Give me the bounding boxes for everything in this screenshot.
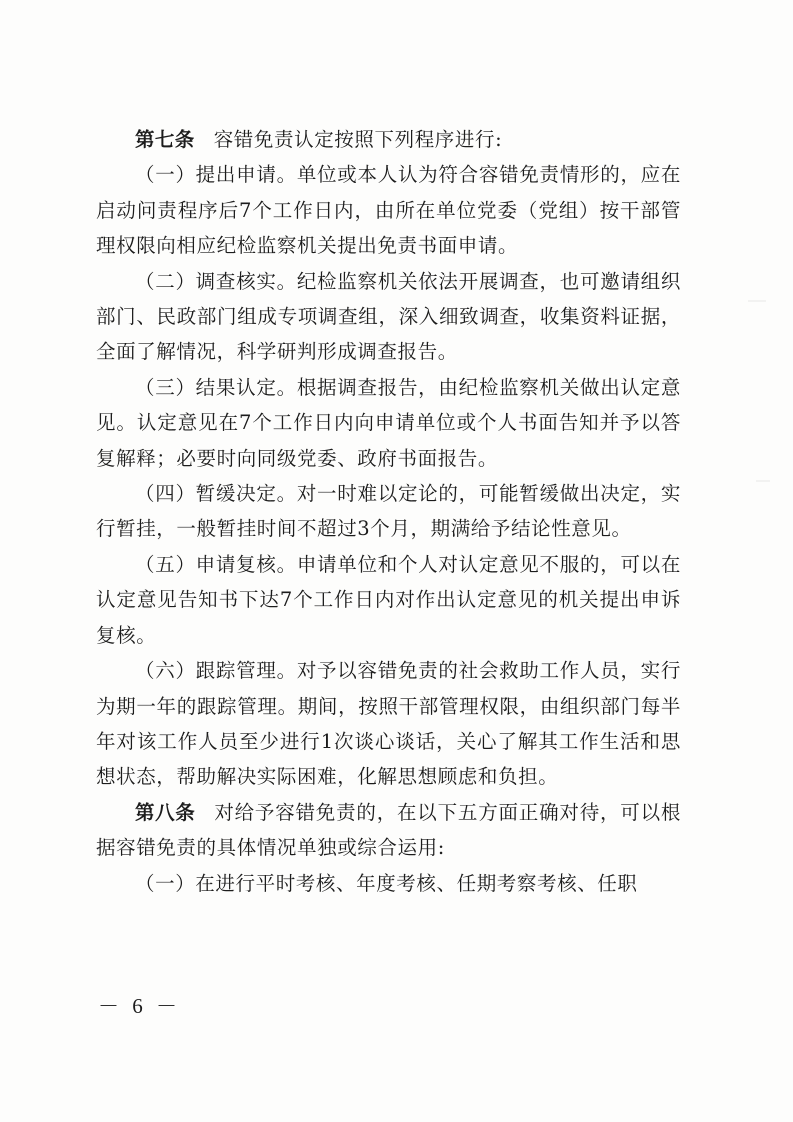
procedure-item-3	[96, 370, 681, 476]
paragraph-text: 容错免责认定按照下列程序进行:	[213, 128, 503, 151]
paragraph-text: （四）暂缓决定。对一时难以定论的，可能暂缓做出决定，实行暂挂，一般暂挂时间不超过3个月，期满给予结论性意见。	[96, 482, 681, 541]
article-label: 第八条	[135, 800, 196, 824]
article-8-heading	[96, 795, 681, 866]
paragraph-text: （三）结果认定。根据调查报告，由纪检监察机关做出认定意见。认定意见在7个工作日内向申请单位或个人书面告知并予以答复解释；必要时向同级党委、政府书面报告。	[96, 375, 681, 470]
scan-shadow	[748, 300, 766, 302]
paragraph-text: 对给予容错免责的，在以下五方面正确对待，可以根据容错免责的具体情况单独或综合运用:	[96, 800, 681, 860]
treatment-item-1	[96, 866, 681, 901]
paragraph-text: （一）提出申请。单位或本人认为符合容错免责情形的，应在启动问责程序后7个工作日内，由所在单位党委（党组）按干部管理权限向相应纪检监察机关提出免责书面申请。	[96, 163, 681, 258]
document-body	[96, 122, 681, 901]
paragraph-text: （五）申请复核。申请单位和个人对认定意见不服的，可以在认定意见告知书下达7个工作日内对作出认定意见的机关提出申诉复核。	[96, 552, 681, 647]
procedure-item-4	[96, 476, 681, 547]
procedure-item-6	[96, 653, 681, 795]
procedure-item-5	[96, 547, 681, 653]
scan-shadow	[756, 480, 770, 482]
article-7-heading	[96, 122, 681, 157]
procedure-item-2	[96, 264, 681, 370]
paragraph-text: （一）在进行平时考核、年度考核、任期考察考核、任职	[135, 871, 638, 895]
paragraph-text: （六）跟踪管理。对予以容错免责的社会救助工作人员，实行为期一年的跟踪管理。期间，按照干部管理权限，由组织部门每半年对该工作人员至少进行1次谈心谈话，关心了解其工作生活和思想状态，帮助解决实际困难，化解思想顾虑和负担。	[96, 659, 681, 789]
paragraph-text: （二）调查核实。纪检监察机关依法开展调查，也可邀请组织部门、民政部门组成专项调查组，深入细致调查，收集资料证据，全面了解情况，科学研判形成调查报告。	[96, 269, 681, 364]
procedure-item-1	[96, 157, 681, 263]
page-number: － 6 －	[98, 994, 181, 1018]
article-label: 第七条	[135, 128, 195, 151]
